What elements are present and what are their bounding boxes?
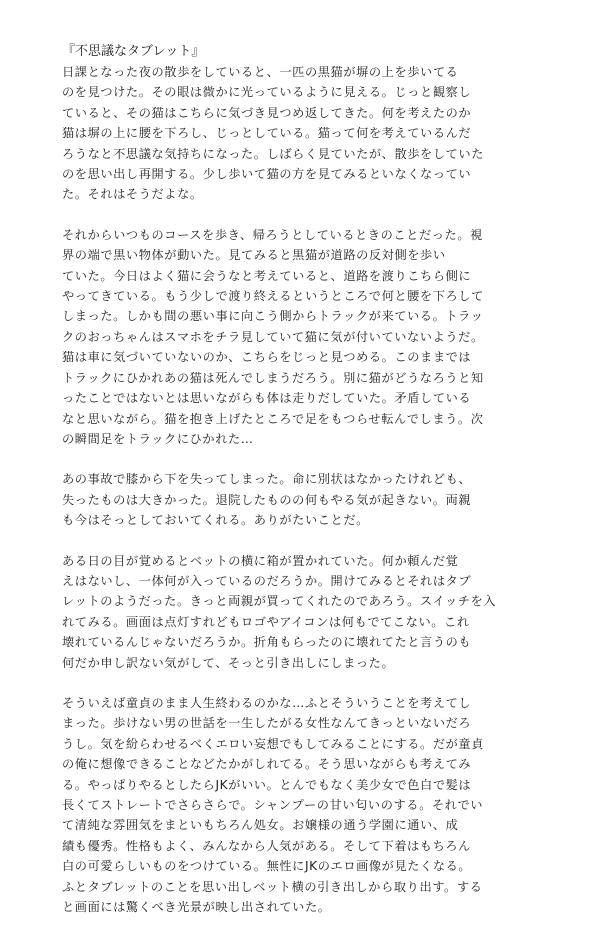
paragraph-line: ていると、その猫はこちらに気づき見つめ返してきた。何を考えたのか bbox=[62, 105, 472, 120]
paragraph-line: ろうなと不思議な気持ちになった。しばらく見ていたが、散歩をしていた bbox=[62, 146, 484, 161]
paragraph-line: 失ったものは大きかった。退院したものの何もやる気が起きない。両親 bbox=[62, 492, 472, 507]
paragraph-line: た。それはそうだよな。 bbox=[62, 187, 203, 202]
paragraph-container bbox=[62, 62, 592, 917]
paragraph-line: 猫は車に気づいていないのか、こちらをじっと見つめる。このままでは bbox=[62, 350, 472, 365]
paragraph bbox=[62, 551, 592, 673]
paragraph-line: 何だか申し訳ない気がして、そっと引き出しにしまった。 bbox=[62, 655, 395, 670]
paragraph-line: そういえば童貞のまま人生終わるのかな…ふとそういうことを考えてし bbox=[62, 695, 472, 710]
paragraph-line: れてみる。画面は点灯すれどもロゴやアイコンは何もでてこない。これ bbox=[62, 614, 470, 629]
paragraph-line: うし。気を紛らわせるべくエロい妄想でもしてみることにする。だが童貞 bbox=[62, 736, 484, 751]
paragraph-line: 白の可愛らしいものをつけている。無性にJKのエロ画像が見たくなる。 bbox=[62, 859, 472, 874]
paragraph-line: 猫は塀の上に腰を下ろし、じっとしている。猫って何を考えているんだ bbox=[62, 126, 472, 141]
paragraph-line: も今はそっとしておいてくれる。ありがたいことだ。 bbox=[62, 513, 369, 528]
paragraph-line: トラックにひかれあの猫は死んでしまうだろう。別に猫がどうなろうと知 bbox=[62, 370, 484, 385]
paragraph bbox=[62, 62, 592, 205]
paragraph-line: る。やっぱりやるとしたらJKがいい。とんでもなく美少女で色白で髪は bbox=[62, 777, 472, 792]
paragraph-line: ふとタブレットのことを思い出しベット横の引き出しから取り出す。する bbox=[62, 879, 483, 894]
paragraph-line: しまった。しかも間の悪い事に向こう側からトラックが来ている。トラッ bbox=[62, 309, 484, 324]
paragraph-line: 壊れているんじゃないだろうか。折角もらったのに壊れてたと言うのも bbox=[62, 635, 472, 650]
paragraph-line: 長くてストレートでさらさらで。シャンプーの甘い匂いのする。それでい bbox=[62, 798, 484, 812]
paragraph-line: の瞬間足をトラックにひかれた… bbox=[62, 431, 254, 446]
document-title: 『不思議なタブレット』 bbox=[62, 44, 205, 59]
paragraph-line: 日課となった夜の散歩をしていると、一匹の黒猫が塀の上を歩いてる bbox=[62, 65, 459, 79]
paragraph bbox=[62, 469, 592, 530]
paragraph-line: それからいつものコースを歩き、帰ろうとしているときのことだった。視 bbox=[62, 227, 483, 242]
paragraph-line: 界の端で黒い物体が動いた。見てみると黒猫が道路の反対側を歩い bbox=[62, 248, 446, 263]
document-body bbox=[62, 42, 592, 937]
paragraph-line: やってきている。もう少しで渡り終えるというところで何と腰を下ろして bbox=[62, 289, 484, 304]
paragraph-line: て清純な雰囲気をまといもちろん処女。お嬢様の通う学園に通い、成 bbox=[62, 818, 459, 833]
paragraph-line: のを思い出し再開する。少し歩いて猫の方を見てみるといなくなってい bbox=[62, 167, 472, 182]
paragraph-line: と画面には驚くべき光景が映し出されていた。 bbox=[62, 900, 331, 915]
paragraph-line: 績も優秀。性格もよく、みんなから人気がある。そして下着はもちろん bbox=[62, 838, 471, 853]
paragraph-line: の俺に想像できることなどたかがしれてる。そう思いながらも考えてみ bbox=[62, 757, 472, 772]
paragraph-line: なと思いながら。猫を抱き上げたところで足をもつらせ転んでしまう。次 bbox=[62, 411, 484, 426]
paragraph-line: ていた。今日はよく猫に会うなと考えていると、道路を渡りこちら側に bbox=[62, 268, 472, 283]
paragraph-line: レットのようだった。きっと両親が買ってくれたのであろう。スイッチを入 bbox=[62, 594, 497, 609]
paragraph bbox=[62, 693, 592, 917]
paragraph-line: のを見つけた。その眼は微かに光っているように見える。じっと観察し bbox=[62, 85, 472, 100]
paragraph-line: ある日の目が覚めるとベットの横に箱が置かれていた。何か頼んだ覚 bbox=[62, 553, 459, 568]
paragraph-line: あの事故で膝から下を失ってしまった。命に別状はなかったけれども、 bbox=[62, 472, 472, 487]
paragraph-line: まった。歩けない男の世話を一生したがる女性なんてきっといないだろ bbox=[62, 716, 472, 731]
paragraph bbox=[62, 225, 592, 449]
paragraph-line: クのおっちゃんはスマホをチラ見していて猫に気が付いていないようだ。 bbox=[62, 329, 484, 344]
paragraph-line: えはないし、一体何が入っているのだろうか。開けてみるとそれはタブ bbox=[62, 573, 472, 588]
paragraph-line: ったことではないとは思いながらも体は走りだしていた。矛盾している bbox=[62, 391, 472, 406]
